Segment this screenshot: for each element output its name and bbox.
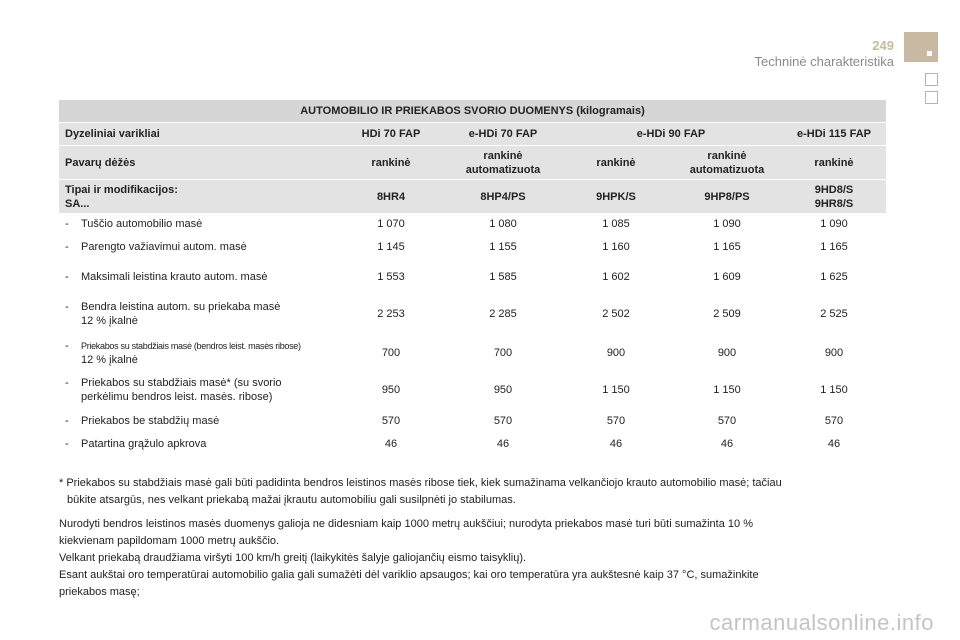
table-cell: 2 502 bbox=[560, 294, 672, 335]
row-dash: - bbox=[65, 415, 69, 427]
table-cell: 1 165 bbox=[782, 235, 886, 260]
row-label: Priekabos be stabdžių masė bbox=[81, 415, 220, 427]
row-dash: - bbox=[65, 340, 69, 352]
engine-cell: HDi 70 FAP bbox=[336, 123, 446, 146]
type-cell: 8HP4/PS bbox=[446, 180, 560, 214]
row-sublabel: 12 % įkalnė bbox=[81, 315, 138, 327]
table-cell: 46 bbox=[782, 434, 886, 455]
row-sublabel: perkėlimu bendros leist. masės. ribose) bbox=[81, 391, 273, 403]
table-cell: 1 090 bbox=[782, 214, 886, 235]
table-cell: 46 bbox=[446, 434, 560, 455]
footnote-line: * Priekabos su stabdžiais masė gali būti padidinta bendros leistinos masės ribose tiek, kiek sumažinama velkančiojo krauto automobilio masė; tačiau bbox=[59, 477, 782, 489]
watermark: carmanualsonline.info bbox=[709, 610, 934, 635]
table-cell: 950 bbox=[336, 372, 446, 409]
table-cell: 950 bbox=[446, 372, 560, 409]
row-label: Parengto važiavimui autom. masė bbox=[81, 241, 247, 253]
body-line: Velkant priekabą draudžiama viršyti 100 km/h greitį (laikykitės šalyje galiojančių eismo taisyklių). bbox=[59, 552, 527, 564]
table-cell: 1 080 bbox=[446, 214, 560, 235]
engine-row bbox=[59, 123, 886, 146]
row-dash: - bbox=[65, 301, 69, 313]
engine-cell: e-HDi 115 FAP bbox=[782, 123, 886, 146]
row-label: Priekabos su stabdžiais masė* (su svorio bbox=[81, 377, 282, 389]
chapter-tab[interactable] bbox=[925, 73, 938, 86]
engine-cell: e-HDi 90 FAP bbox=[560, 123, 782, 146]
table-cell: 1 155 bbox=[446, 235, 560, 260]
type-cell: 9HD8/S 9HR8/S bbox=[782, 180, 886, 214]
gearbox-row bbox=[59, 146, 886, 180]
body-line: priekabos masę; bbox=[59, 586, 140, 598]
gearbox-cell: rankinė automatizuota bbox=[672, 146, 782, 180]
table-cell: 1 070 bbox=[336, 214, 446, 235]
type-cell: 8HR4 bbox=[336, 180, 446, 214]
table-cell: 1 585 bbox=[446, 260, 560, 294]
table-cell: 2 509 bbox=[672, 294, 782, 335]
gearbox-cell: rankinė bbox=[560, 146, 672, 180]
body-text bbox=[59, 516, 899, 601]
footnote-line: būkite atsargūs, nes velkant priekabą mažai įkrautu automobiliu gali susilpnėti jo stabilumas. bbox=[67, 494, 516, 506]
footnote bbox=[59, 475, 899, 509]
table-cell: 700 bbox=[446, 335, 560, 372]
type-row bbox=[59, 180, 886, 214]
table-cell: 1 145 bbox=[336, 235, 446, 260]
table-cell: 46 bbox=[672, 434, 782, 455]
section-title: Techninė charakteristika bbox=[754, 54, 894, 69]
table-row bbox=[59, 235, 886, 260]
body-line: kiekvienam papildomam 1000 metrų aukščio. bbox=[59, 535, 280, 547]
table-cell: 700 bbox=[336, 335, 446, 372]
weight-data-table bbox=[59, 100, 886, 455]
body-line: Esant aukštai oro temperatūrai automobilio galia gali sumažėti dėl variklio apsaugos; kai oro temperatūra yra aukštesnė kaip 37 °C, sumažinkite bbox=[59, 569, 759, 581]
table-cell: 1 150 bbox=[782, 372, 886, 409]
row-dash: - bbox=[65, 218, 69, 230]
page-number: 249 bbox=[872, 38, 894, 53]
row-label: Bendra leistina autom. su priekaba masė bbox=[81, 301, 281, 313]
body-line: Nurodyti bendros leistinos masės duomenys galioja ne didesniam kaip 1000 metrų aukščiui; nurodyta priekabos masė turi būti sumažinta 10 % bbox=[59, 518, 753, 530]
table-cell: 1 150 bbox=[560, 372, 672, 409]
row-label: Tuščio automobilio masė bbox=[81, 218, 203, 230]
type-cell: 9HP8/PS bbox=[672, 180, 782, 214]
table-row bbox=[59, 260, 886, 294]
row-dash: - bbox=[65, 270, 69, 283]
gearbox-cell: rankinė automatizuota bbox=[446, 146, 560, 180]
chapter-tab[interactable] bbox=[925, 91, 938, 104]
table-cell: 1 160 bbox=[560, 235, 672, 260]
table-cell: 900 bbox=[782, 335, 886, 372]
table-row bbox=[59, 335, 886, 372]
table-cell: 46 bbox=[560, 434, 672, 455]
table-cell: 1 090 bbox=[672, 214, 782, 235]
table-row bbox=[59, 294, 886, 335]
row-label: Priekabos su stabdžiais masė (bendros leist. masės ribose) bbox=[81, 341, 301, 351]
table-cell: 570 bbox=[672, 409, 782, 434]
row-dash: - bbox=[65, 438, 69, 450]
table-title: AUTOMOBILIO IR PRIEKABOS SVORIO DUOMENYS (kilogramais) bbox=[59, 100, 886, 123]
row-dash: - bbox=[65, 377, 69, 389]
table-cell: 570 bbox=[336, 409, 446, 434]
table-cell: 1 150 bbox=[672, 372, 782, 409]
engine-cell: e-HDi 70 FAP bbox=[446, 123, 560, 146]
gearbox-row-label: Pavarų dėžės bbox=[59, 146, 336, 180]
tab-marker-icon bbox=[927, 51, 932, 56]
table-cell: 570 bbox=[782, 409, 886, 434]
row-label: Maksimali leistina krauto autom. masė bbox=[81, 270, 268, 283]
table-cell: 2 285 bbox=[446, 294, 560, 335]
gearbox-cell: rankinė bbox=[782, 146, 886, 180]
row-sublabel: 12 % įkalnė bbox=[81, 354, 138, 366]
table-row bbox=[59, 372, 886, 409]
chapter-tab-active[interactable] bbox=[904, 32, 938, 62]
table-cell: 900 bbox=[672, 335, 782, 372]
table-cell: 1 625 bbox=[782, 260, 886, 294]
table-cell: 570 bbox=[446, 409, 560, 434]
gearbox-cell: rankinė bbox=[336, 146, 446, 180]
table-cell: 2 253 bbox=[336, 294, 446, 335]
table-cell: 1 553 bbox=[336, 260, 446, 294]
type-cell: 9HPK/S bbox=[560, 180, 672, 214]
table-title-row bbox=[59, 100, 886, 123]
table-cell: 46 bbox=[336, 434, 446, 455]
engine-row-label: Dyzeliniai varikliai bbox=[59, 123, 336, 146]
row-dash: - bbox=[65, 241, 69, 253]
table-cell: 1 609 bbox=[672, 260, 782, 294]
table-row bbox=[59, 434, 886, 455]
table-cell: 1 602 bbox=[560, 260, 672, 294]
table-cell: 1 085 bbox=[560, 214, 672, 235]
table-cell: 570 bbox=[560, 409, 672, 434]
row-label: Patartina grąžulo apkrova bbox=[81, 438, 207, 450]
table-row bbox=[59, 214, 886, 235]
table-cell: 2 525 bbox=[782, 294, 886, 335]
type-row-label: Tipai ir modifikacijos: SA... bbox=[59, 180, 336, 214]
table-row bbox=[59, 409, 886, 434]
table-cell: 900 bbox=[560, 335, 672, 372]
table-cell: 1 165 bbox=[672, 235, 782, 260]
